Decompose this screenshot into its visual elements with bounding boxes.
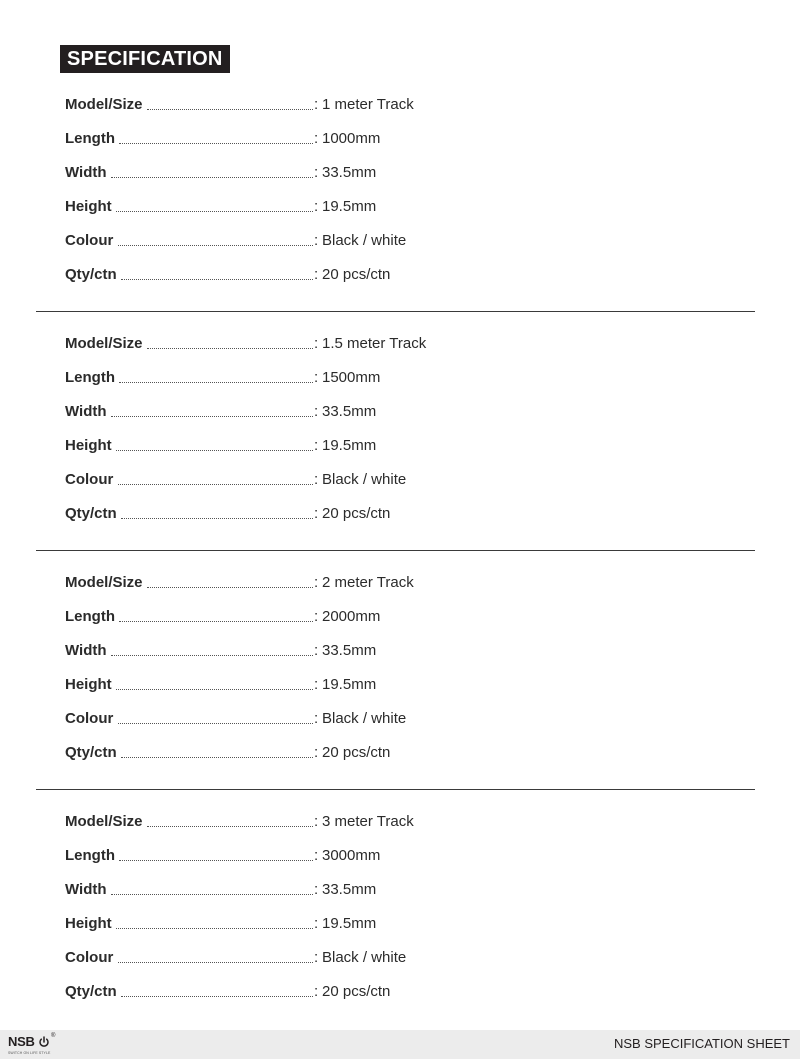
spec-row bbox=[65, 95, 485, 115]
spec-value: 1.5 meter Track bbox=[322, 335, 427, 352]
spec-value: 2 meter Track bbox=[322, 574, 414, 591]
spec-label: Length bbox=[65, 368, 115, 386]
dot-leader bbox=[119, 621, 313, 622]
spec-value: Black / white bbox=[322, 709, 407, 727]
separator-colon: : bbox=[314, 813, 319, 830]
separator-colon: : bbox=[314, 436, 319, 454]
separator-colon: : bbox=[314, 368, 319, 386]
dot-leader bbox=[119, 143, 313, 144]
spec-label: Colour bbox=[65, 231, 114, 249]
spec-row bbox=[65, 880, 485, 900]
spec-value: Black / white bbox=[322, 231, 407, 249]
separator-colon: : bbox=[314, 880, 319, 898]
spec-value: 33.5mm bbox=[322, 402, 377, 420]
spec-row bbox=[65, 368, 485, 388]
separator-colon: : bbox=[314, 846, 319, 864]
dot-leader bbox=[116, 211, 313, 212]
spec-label: Qty/ctn bbox=[65, 504, 117, 522]
dot-leader bbox=[147, 826, 313, 827]
spec-row bbox=[65, 470, 485, 490]
dot-leader bbox=[118, 962, 313, 963]
dot-leader bbox=[119, 382, 313, 383]
spec-value: 20 pcs/ctn bbox=[322, 265, 391, 283]
spec-value: 19.5mm bbox=[322, 436, 377, 454]
dot-leader bbox=[118, 245, 313, 246]
spec-label: Model/Size bbox=[65, 813, 143, 830]
page-title: SPECIFICATION bbox=[60, 45, 230, 73]
spec-row bbox=[65, 402, 485, 422]
spec-label: Model/Size bbox=[65, 96, 143, 113]
spec-value: 19.5mm bbox=[322, 914, 377, 932]
separator-colon: : bbox=[314, 335, 319, 352]
spec-label: Qty/ctn bbox=[65, 982, 117, 1000]
separator-colon: : bbox=[314, 641, 319, 659]
dot-leader bbox=[121, 518, 313, 519]
spec-label: Length bbox=[65, 846, 115, 864]
spec-row bbox=[65, 436, 485, 456]
spec-row bbox=[65, 743, 485, 763]
spec-value: 3 meter Track bbox=[322, 813, 414, 830]
spec-row bbox=[65, 675, 485, 695]
footer-title: NSB SPECIFICATION SHEET bbox=[613, 1036, 790, 1051]
separator-colon: : bbox=[314, 574, 319, 591]
separator-colon: : bbox=[314, 675, 319, 693]
separator-colon: : bbox=[314, 504, 319, 522]
separator-colon: : bbox=[314, 982, 319, 1000]
section-divider bbox=[36, 311, 755, 312]
spec-value: 20 pcs/ctn bbox=[322, 743, 391, 761]
section-divider bbox=[36, 789, 755, 790]
registered-mark: ® bbox=[51, 1033, 56, 1039]
spec-label: Colour bbox=[65, 709, 114, 727]
spec-value: 33.5mm bbox=[322, 163, 377, 181]
spec-value: 1500mm bbox=[322, 368, 381, 386]
spec-row bbox=[65, 573, 485, 593]
separator-colon: : bbox=[314, 231, 319, 249]
spec-label: Height bbox=[65, 914, 112, 932]
spec-value: 20 pcs/ctn bbox=[322, 504, 391, 522]
spec-row bbox=[65, 197, 485, 217]
spec-value: 2000mm bbox=[322, 607, 381, 625]
separator-colon: : bbox=[314, 197, 319, 215]
spec-label: Width bbox=[65, 163, 107, 181]
separator-colon: : bbox=[314, 163, 319, 181]
separator-colon: : bbox=[314, 265, 319, 283]
dot-leader bbox=[116, 450, 313, 451]
spec-label: Qty/ctn bbox=[65, 265, 117, 283]
spec-row bbox=[65, 129, 485, 149]
spec-value: 1000mm bbox=[322, 129, 381, 147]
spec-label: Length bbox=[65, 607, 115, 625]
separator-colon: : bbox=[314, 743, 319, 761]
spec-row bbox=[65, 641, 485, 661]
spec-row bbox=[65, 334, 485, 354]
spec-value: 20 pcs/ctn bbox=[322, 982, 391, 1000]
dot-leader bbox=[119, 860, 313, 861]
spec-label: Colour bbox=[65, 948, 114, 966]
spec-label: Width bbox=[65, 880, 107, 898]
spec-row bbox=[65, 982, 485, 1002]
separator-colon: : bbox=[314, 96, 319, 113]
section-divider bbox=[36, 550, 755, 551]
dot-leader bbox=[116, 928, 313, 929]
spec-label: Model/Size bbox=[65, 574, 143, 591]
spec-row bbox=[65, 265, 485, 285]
dot-leader bbox=[111, 894, 313, 895]
separator-colon: : bbox=[314, 402, 319, 420]
spec-value: 33.5mm bbox=[322, 880, 377, 898]
separator-colon: : bbox=[314, 129, 319, 147]
separator-colon: : bbox=[314, 914, 319, 932]
dot-leader bbox=[147, 109, 313, 110]
spec-value: 1 meter Track bbox=[322, 96, 414, 113]
logo-text: NSB bbox=[8, 1034, 35, 1049]
nsb-logo bbox=[8, 1034, 68, 1058]
spec-label: Width bbox=[65, 402, 107, 420]
dot-leader bbox=[147, 348, 313, 349]
spec-label: Colour bbox=[65, 470, 114, 488]
spec-value: Black / white bbox=[322, 948, 407, 966]
dot-leader bbox=[121, 279, 313, 280]
separator-colon: : bbox=[314, 709, 319, 727]
separator-colon: : bbox=[314, 470, 319, 488]
spec-label: Width bbox=[65, 641, 107, 659]
dot-leader bbox=[121, 757, 313, 758]
spec-row bbox=[65, 914, 485, 934]
spec-row bbox=[65, 948, 485, 968]
dot-leader bbox=[111, 416, 313, 417]
dot-leader bbox=[111, 177, 313, 178]
dot-leader bbox=[111, 655, 313, 656]
spec-row bbox=[65, 812, 485, 832]
spec-row bbox=[65, 709, 485, 729]
spec-row bbox=[65, 163, 485, 183]
dot-leader bbox=[121, 996, 313, 997]
dot-leader bbox=[147, 587, 313, 588]
footer bbox=[0, 1030, 800, 1059]
separator-colon: : bbox=[314, 948, 319, 966]
spec-value: 19.5mm bbox=[322, 675, 377, 693]
spec-row bbox=[65, 846, 485, 866]
spec-label: Height bbox=[65, 197, 112, 215]
spec-label: Length bbox=[65, 129, 115, 147]
logo-tagline: SWITCH ON LIFE STYLE bbox=[8, 1051, 51, 1055]
spec-row bbox=[65, 504, 485, 524]
dot-leader bbox=[118, 484, 313, 485]
dot-leader bbox=[116, 689, 313, 690]
separator-colon: : bbox=[314, 607, 319, 625]
spec-label: Height bbox=[65, 436, 112, 454]
spec-row bbox=[65, 231, 485, 251]
spec-label: Model/Size bbox=[65, 335, 143, 352]
spec-value: 33.5mm bbox=[322, 641, 377, 659]
power-icon bbox=[38, 1036, 50, 1048]
spec-label: Qty/ctn bbox=[65, 743, 117, 761]
spec-row bbox=[65, 607, 485, 627]
spec-label: Height bbox=[65, 675, 112, 693]
spec-value: 19.5mm bbox=[322, 197, 377, 215]
spec-value: 3000mm bbox=[322, 846, 381, 864]
dot-leader bbox=[118, 723, 313, 724]
spec-value: Black / white bbox=[322, 470, 407, 488]
